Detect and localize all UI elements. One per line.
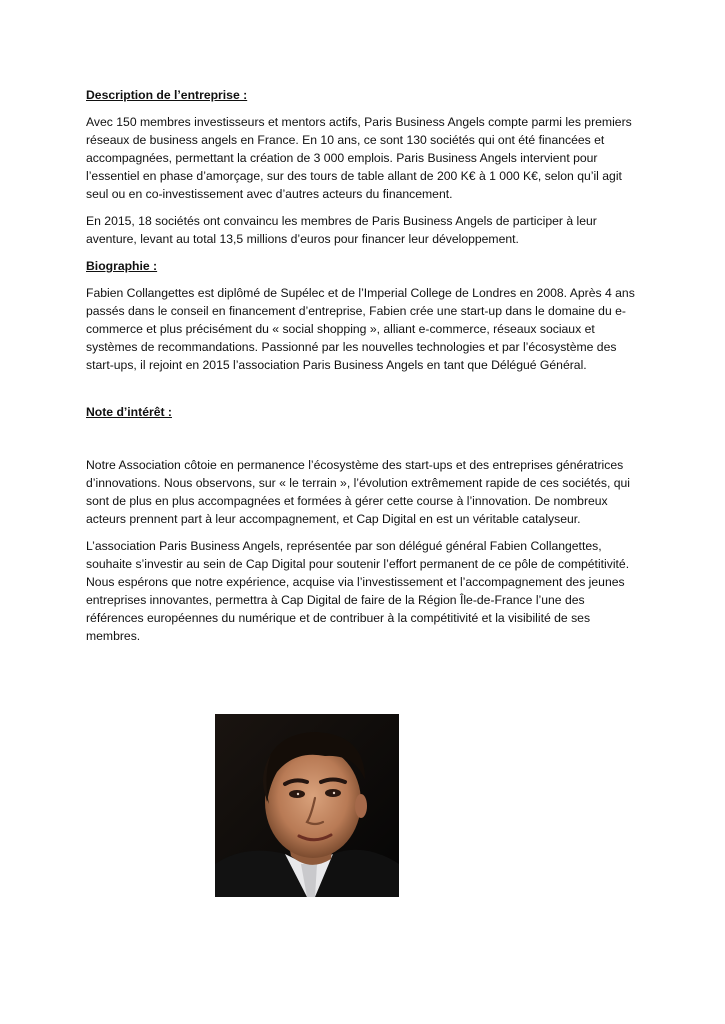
document-body <box>86 86 642 654</box>
interest-paragraph: Notre Association côtoie en permanence l’écosystème des start-ups et des entreprises génératrices d’innovations. Nous observons, sur « le terrain », l’évolution extrêmement rapide de ces sociétés, qui sont de plus en plus accompagnées et formées à gérer cette course à l’innovation. De nombreux acteurs prennent part à leur accompagnement, et Cap Digital en est un véritable catalyseur. <box>86 458 630 526</box>
company-paragraph: En 2015, 18 sociétés ont convaincu les membres de Paris Business Angels de participer à leur aventure, levant au total 13,5 millions d’euros pour financer leur développement. <box>86 214 597 246</box>
company-paragraph: Avec 150 membres investisseurs et mentors actifs, Paris Business Angels compte parmi les premiers réseaux de business angels en France. En 10 ans, ce sont 130 sociétés qui ont été financées et accompagnées, permettant la création de 3 000 emplois. Paris Business Angels intervient pour l’essentiel en phase d’amorçage, sur des tours de table allant de 200 K€ à 1 000 K€, selon qu’il agit seul ou en co-investissement avec d’autres acteurs du financement. <box>86 115 632 201</box>
portrait-illustration <box>215 714 399 897</box>
spacer <box>86 383 642 403</box>
portrait-photo <box>215 714 399 897</box>
interest-paragraph: L’association Paris Business Angels, représentée par son délégué général Fabien Collangettes, souhaite s’investir au sein de Cap Digital pour soutenir l’effort permanent de ce pôle de compétitivité. Nous espérons que notre expérience, acquise via l’investissement et l’accompagnement des jeunes entreprises innovantes, permettra à Cap Digital de faire de la Région Île-de-France l’une des références européennes du numérique et de contribuer à la compétitivité et la visibilité de ses membres. <box>86 539 630 643</box>
spacer <box>86 430 642 456</box>
section-heading-interest: Note d’intérêt : <box>86 405 172 419</box>
section-heading-company: Description de l’entreprise : <box>86 88 248 102</box>
section-heading-biography: Biographie : <box>86 259 158 273</box>
biography-paragraph: Fabien Collangettes est diplômé de Supélec et de l’Imperial College de Londres en 2008. Après 4 ans passés dans le conseil en financement d’entreprise, Fabien crée une start-up dans le domaine du e-commerce et plus précisément du « social shopping », alliant e-commerce, réseaux sociaux et systèmes de recommandations. Passionné par les nouvelles technologies et par l’écosystème des start-ups, il rejoint en 2015 l’association Paris Business Angels en tant que Délégué Général. <box>86 286 635 372</box>
